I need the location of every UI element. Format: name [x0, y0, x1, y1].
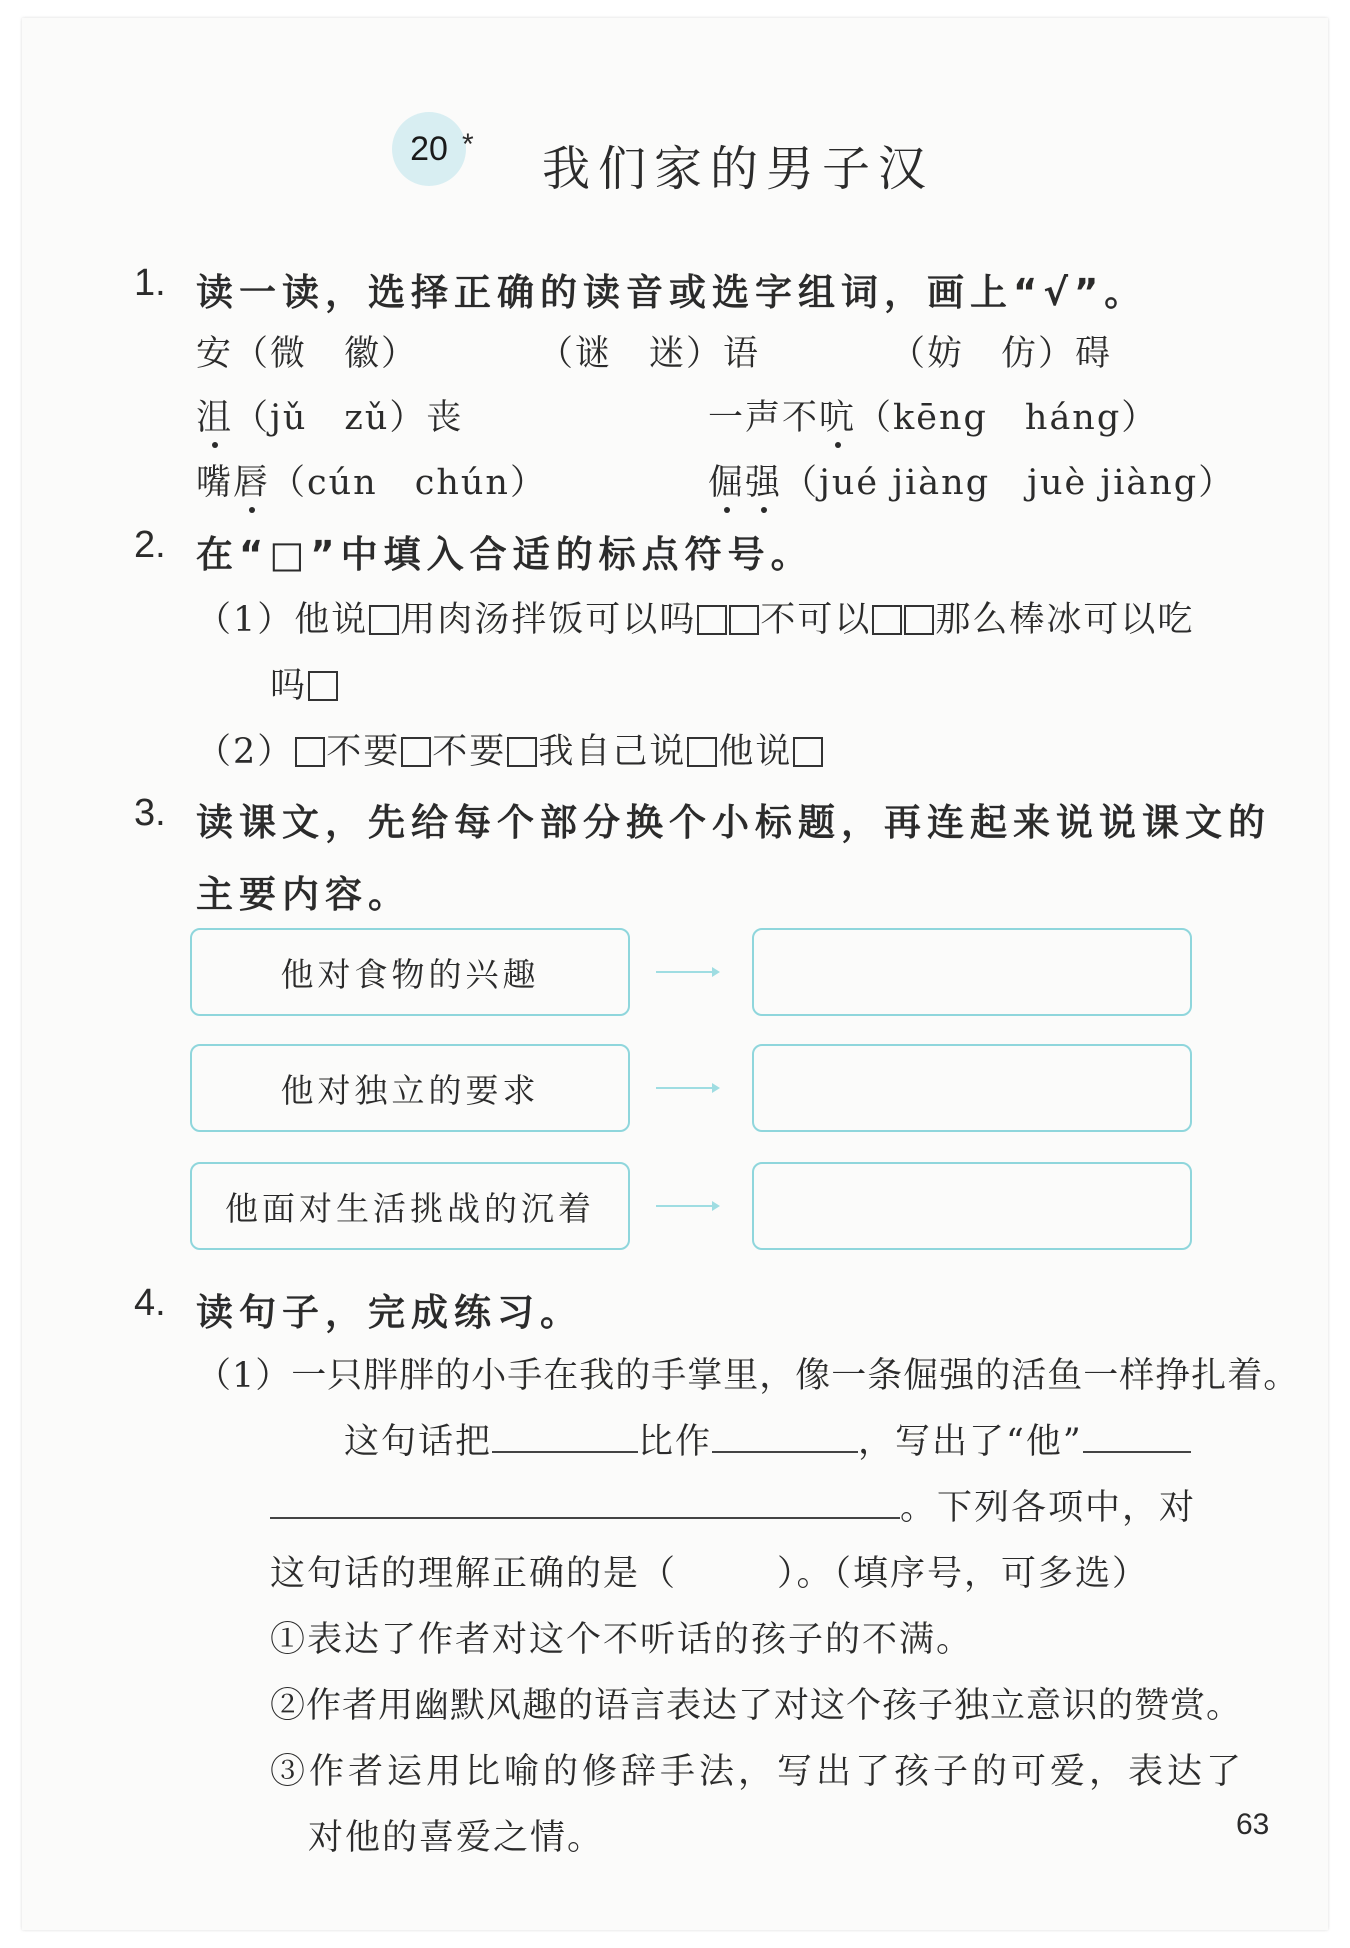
q1-item-6[interactable] [196, 455, 547, 505]
sentence-text: 不要 [326, 732, 401, 772]
punctuation-box[interactable] [793, 737, 823, 767]
option-3[interactable]: ③作者运用比喻的修辞手法，写出了孩子的可爱，表达了 [270, 1752, 1246, 1792]
punctuation-box[interactable] [687, 737, 717, 767]
sentence-text: 他说 [294, 600, 369, 640]
answer-blank[interactable] [712, 1421, 858, 1453]
punctuation-box[interactable] [401, 737, 431, 767]
sentence-text: 用肉汤拌饭可以吗 [400, 600, 697, 640]
sentence-text: 我自己说 [538, 732, 687, 772]
emphasis-char: 吭 [819, 398, 857, 438]
emphasis-char: 沮 [196, 398, 234, 438]
page-number: 63 [1236, 1808, 1270, 1841]
emphasis-char: 唇 [233, 463, 271, 503]
sentence-text: 他说 [718, 732, 793, 772]
sentence-text: 不可以 [760, 600, 872, 640]
fill-line-2 [270, 1480, 1196, 1530]
prompt-text: 比作 [638, 1422, 713, 1462]
q3-heading-line2: 主要内容。 [196, 873, 411, 916]
optional-lesson-star: * [462, 128, 474, 161]
part-label: （1） [196, 600, 295, 640]
punctuation-box[interactable] [507, 737, 537, 767]
q1-item-3[interactable]: （妨 仿）碍 [890, 334, 1113, 374]
answer-box-2[interactable] [752, 1044, 1192, 1132]
prompt-text: ，写出了“他” [858, 1422, 1083, 1462]
q1-item-4[interactable] [196, 390, 463, 440]
emphasis-char: 强 [745, 463, 783, 503]
quoted-sentence: 一只胖胖的小手在我的手掌里，像一条倔强的活鱼一样挣扎着。 [291, 1356, 1300, 1396]
subtitle-box-3 [190, 1162, 630, 1250]
q4-part1 [196, 1348, 1299, 1398]
q1-item-2[interactable]: （谜 迷）语 [538, 334, 761, 374]
part-label: （1） [196, 1356, 292, 1396]
answer-box-3[interactable] [752, 1162, 1192, 1250]
part-label: （2） [196, 732, 295, 772]
lesson-title: 我们家的男子汉 [542, 141, 935, 197]
q1-item-1[interactable]: 安（微 徽） [196, 334, 419, 374]
q3-number: 3. [134, 792, 166, 834]
option-1[interactable]: ①表达了作者对这个不听话的孩子的不满。 [270, 1620, 974, 1660]
prompt-text: 这句话把 [344, 1422, 493, 1462]
q1-number: 1. [134, 262, 166, 304]
prompt-text: 这句话的理解正确的是（ [270, 1554, 678, 1594]
answer-blank[interactable] [270, 1487, 900, 1519]
arrow-icon [656, 971, 718, 973]
subtitle-text: 他对独立的要求 [280, 1070, 540, 1110]
pinyin-options: （kēng háng） [856, 398, 1159, 438]
subtitle-text: 他面对生活挑战的沉着 [225, 1188, 595, 1228]
q2-number: 2. [134, 524, 166, 566]
answer-blank[interactable] [1083, 1421, 1191, 1453]
pinyin-options: （jǔ zǔ）丧 [233, 398, 464, 438]
q2-part1-cont [270, 658, 339, 708]
phrase-text: 一声不 [708, 398, 820, 438]
q1-item-5[interactable] [708, 390, 1158, 440]
prompt-text: ）。（填序号，可多选） [777, 1554, 1150, 1594]
fill-line-1 [344, 1414, 1191, 1464]
q2-part1 [196, 592, 1194, 642]
lesson-number: 20 [410, 129, 448, 168]
q2-part2 [196, 724, 824, 774]
subtitle-text: 他对食物的兴趣 [280, 954, 540, 994]
pinyin-options: （cún chún） [270, 463, 547, 503]
q4-number: 4. [134, 1282, 166, 1324]
q4-heading: 读句子，完成练习。 [196, 1291, 583, 1334]
punctuation-box[interactable] [697, 605, 727, 635]
q1-heading: 读一读，选择正确的读音或选字组词，画上“√”。 [196, 271, 1148, 314]
arrow-icon [656, 1087, 718, 1089]
subtitle-box-1 [190, 928, 630, 1016]
q3-heading-line1: 读课文，先给每个部分换个小标题，再连起来说说课文的 [196, 801, 1271, 844]
punctuation-box[interactable] [872, 605, 902, 635]
lesson-number-badge [392, 112, 466, 186]
emphasis-char: 倔 [708, 463, 746, 503]
subtitle-box-2 [190, 1044, 630, 1132]
fill-line-3 [270, 1546, 1149, 1596]
sentence-text: 不要 [432, 732, 507, 772]
sentence-text: 吗 [270, 666, 308, 706]
q1-item-7[interactable] [708, 455, 1235, 505]
punctuation-box[interactable] [308, 671, 338, 701]
option-2[interactable]: ②作者用幽默风趣的语言表达了对这个孩子独立意识的赞赏。 [270, 1686, 1243, 1726]
sentence-text: 那么棒冰可以吃 [935, 600, 1195, 640]
option-3-cont: 对他的喜爱之情。 [308, 1818, 605, 1858]
punctuation-box[interactable] [369, 605, 399, 635]
q2-heading: 在“□”中填入合适的标点符号。 [196, 533, 814, 576]
phrase-text: 嘴 [196, 463, 234, 503]
answer-box-1[interactable] [752, 928, 1192, 1016]
punctuation-box[interactable] [295, 737, 325, 767]
punctuation-box[interactable] [904, 605, 934, 635]
prompt-text: 。下列各项中，对 [900, 1488, 1197, 1528]
answer-blank[interactable] [492, 1421, 638, 1453]
pinyin-options: （jué jiàng juè jiàng） [782, 463, 1236, 503]
arrow-icon [656, 1205, 718, 1207]
punctuation-box[interactable] [729, 605, 759, 635]
